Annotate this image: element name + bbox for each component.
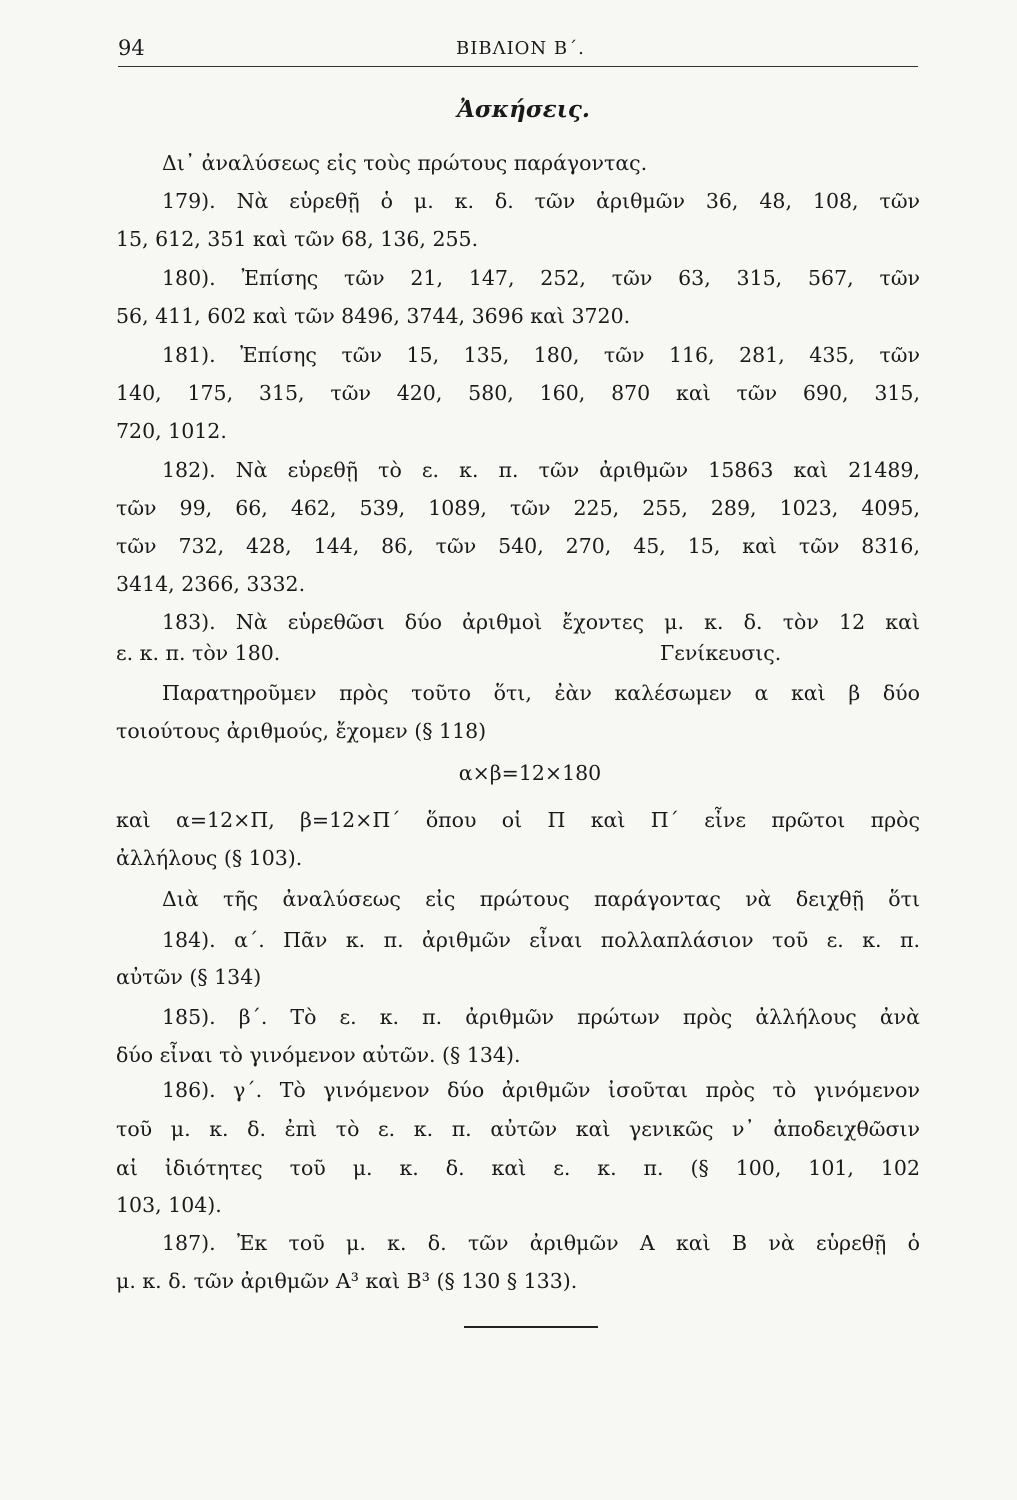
text-line: αὐτῶν (§ 134): [116, 965, 262, 989]
exercise-182: 182). Νὰ εὑρεθῇ τὸ ε. κ. π. τῶν ἀριθμῶν 15863 καὶ 21489,: [162, 458, 920, 482]
text-line: τῶν 732, 428, 144, 86, τῶν 540, 270, 45, 15, καὶ τῶν 8316,: [116, 534, 920, 558]
exercise-184: 184). α΄. Πᾶν κ. π. ἀριθμῶν εἶναι πολλαπλάσιον τοῦ ε. κ. π.: [162, 928, 920, 952]
text-line: 140, 175, 315, τῶν 420, 580, 160, 870 καὶ τῶν 690, 315,: [116, 381, 920, 405]
text-line: ἀλλήλους (§ 103).: [116, 846, 303, 870]
text-line: 56, 411, 602 καὶ τῶν 8496, 3744, 3696 καὶ 3720.: [116, 304, 631, 328]
exercise-180: 180). Ἐπίσης τῶν 21, 147, 252, τῶν 63, 315, 567, τῶν: [162, 266, 920, 290]
subsection-heading: Γενίκευσις.: [660, 641, 782, 665]
running-head: ΒΙΒΛΙΟΝ Β΄.: [456, 38, 585, 59]
text-line: μ. κ. δ. τῶν ἀριθμῶν Α³ καὶ Β³ (§ 130 § 133).: [116, 1269, 578, 1293]
text-line: 3414, 2366, 3332.: [116, 572, 306, 596]
exercise-179: 179). Νὰ εὑρεθῇ ὁ μ. κ. δ. τῶν ἀριθμῶν 36, 48, 108, τῶν: [162, 189, 920, 213]
exercise-185: 185). β΄. Τὸ ε. κ. π. ἀριθμῶν πρώτων πρὸς ἀλλήλους ἀνὰ: [162, 1005, 920, 1029]
text-line: Παρατηροῦμεν πρὸς τοῦτο ὅτι, ἐὰν καλέσωμεν α καὶ β δύο: [162, 681, 920, 705]
text-line: 103, 104).: [116, 1193, 222, 1217]
text-line: τοιούτους ἀριθμούς, ἔχομεν (§ 118): [116, 719, 487, 743]
section-title: Ἀσκήσεις.: [457, 96, 590, 123]
text-line: ε. κ. π. τὸν 180.: [116, 641, 281, 665]
text-line: 15, 612, 351 καὶ τῶν 68, 136, 255.: [116, 227, 479, 251]
text-line: τῶν 99, 66, 462, 539, 1089, τῶν 225, 255, 289, 1023, 4095,: [116, 496, 920, 520]
text-line: Διὰ τῆς ἀναλύσεως εἰς πρώτους παράγοντας νὰ δειχθῇ ὅτι: [162, 887, 920, 911]
text-line: 720, 1012.: [116, 419, 227, 443]
page-number: 94: [118, 36, 145, 60]
equation: α×β=12×180: [458, 761, 602, 785]
exercise-181: 181). Ἐπίσης τῶν 15, 135, 180, τῶν 116, 281, 435, τῶν: [162, 343, 920, 367]
text-line: αἱ ἰδιότητες τοῦ μ. κ. δ. καὶ ε. κ. π. (§ 100, 101, 102: [116, 1156, 920, 1180]
exercise-187: 187). Ἐκ τοῦ μ. κ. δ. τῶν ἀριθμῶν Α καὶ Β νὰ εὑρεθῇ ὁ: [162, 1231, 920, 1255]
text-line: τοῦ μ. κ. δ. ἐπὶ τὸ ε. κ. π. αὐτῶν καὶ γενικῶς ν᾿ ἀποδειχθῶσιν: [116, 1117, 920, 1141]
text-line: Δι᾿ ἀναλύσεως εἰς τοὺς πρώτους παράγοντας.: [162, 151, 648, 175]
text-line: καὶ α=12×Π, β=12×Π΄ ὅπου οἱ Π καὶ Π΄ εἶνε πρῶτοι πρὸς: [116, 808, 920, 832]
exercise-186: 186). γ΄. Τὸ γινόμενον δύο ἀριθμῶν ἰσοῦται πρὸς τὸ γινόμενον: [162, 1078, 920, 1102]
text-line: δύο εἶναι τὸ γινόμενον αὐτῶν. (§ 134).: [116, 1043, 521, 1067]
page-header: [118, 36, 918, 67]
exercise-183: 183). Νὰ εὑρεθῶσι δύο ἀριθμοὶ ἔχοντες μ. κ. δ. τὸν 12 καὶ: [162, 610, 920, 634]
end-rule-divider: [464, 1326, 598, 1328]
